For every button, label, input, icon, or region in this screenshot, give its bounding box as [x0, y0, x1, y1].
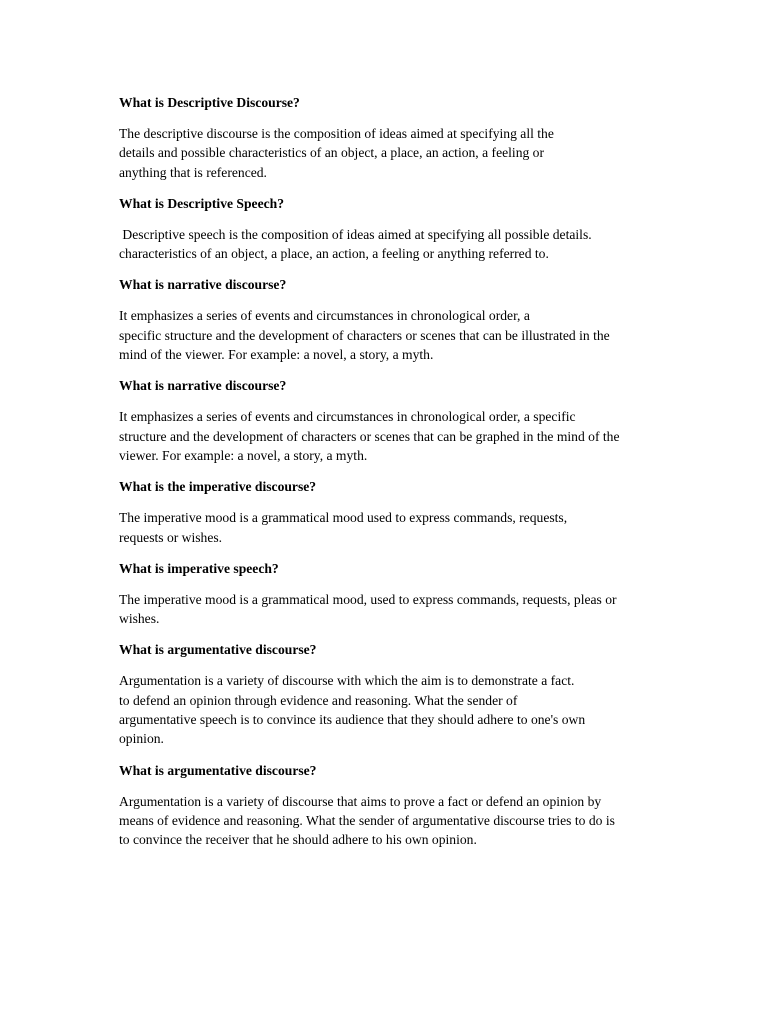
- paragraph-line: It emphasizes a series of events and circumstances in chronological order, a: [119, 308, 530, 324]
- section-paragraph: [119, 306, 699, 364]
- section-paragraph: [119, 508, 699, 547]
- paragraph-line: The imperative mood is a grammatical mood, used to express commands, requests, pleas or: [119, 591, 617, 607]
- paragraph-line: opinion.: [119, 731, 164, 747]
- section-heading: What is narrative discourse?: [119, 378, 287, 394]
- paragraph-line: The imperative mood is a grammatical mood used to express commands, requests,: [119, 510, 568, 526]
- paragraph-line: mind of the viewer. For example: a novel, a story, a myth.: [119, 347, 434, 363]
- section-heading: What is imperative speech?: [119, 560, 279, 576]
- paragraph-line: structure and the development of characters or scenes that can be graphed in the mind of the: [119, 428, 620, 444]
- section-paragraph: [119, 407, 699, 465]
- document-page: [119, 93, 699, 862]
- paragraph-line: Argumentation is a variety of discourse with which the aim is to demonstrate a fact.: [119, 673, 575, 689]
- section-paragraph: [119, 792, 699, 850]
- paragraph-line: to defend an opinion through evidence and reasoning. What the sender of: [119, 692, 518, 708]
- paragraph-line: Descriptive speech is the composition of ideas aimed at specifying all possible details.: [119, 226, 592, 242]
- paragraph-line: anything that is referenced.: [119, 164, 267, 180]
- section-heading: What is argumentative discourse?: [119, 642, 317, 658]
- paragraph-line: The descriptive discourse is the composition of ideas aimed at specifying all the: [119, 126, 554, 141]
- section-heading: What is Descriptive Discourse?: [119, 95, 300, 110]
- paragraph-line: argumentative speech is to convince its audience that they should adhere to one's own: [119, 712, 586, 728]
- section-heading: What is the imperative discourse?: [119, 479, 317, 495]
- section-paragraph: [119, 590, 699, 629]
- section-paragraph: [119, 671, 699, 748]
- paragraph-line: characteristics of an object, a place, an action, a feeling or anything referred to.: [119, 246, 549, 262]
- paragraph-line: specific structure and the development of characters or scenes that can be illustrated in the: [119, 327, 610, 343]
- section-paragraph: [119, 124, 699, 182]
- paragraph-line: details and possible characteristics of an object, a place, an action, a feeling or: [119, 145, 545, 161]
- paragraph-line: to convince the receiver that he should adhere to his own opinion.: [119, 832, 477, 848]
- paragraph-line: means of evidence and reasoning. What the sender of argumentative discourse tries to do is: [119, 812, 615, 828]
- paragraph-line: wishes.: [119, 611, 160, 627]
- section-paragraph: [119, 225, 699, 264]
- paragraph-line: Argumentation is a variety of discourse that aims to prove a fact or defend an opinion by: [119, 793, 602, 809]
- section-heading: What is argumentative discourse?: [119, 762, 317, 778]
- paragraph-line: requests or wishes.: [119, 529, 223, 545]
- paragraph-line: viewer. For example: a novel, a story, a myth.: [119, 447, 368, 463]
- paragraph-line: It emphasizes a series of events and circumstances in chronological order, a specific: [119, 409, 576, 425]
- section-heading: What is Descriptive Speech?: [119, 195, 284, 211]
- section-heading: What is narrative discourse?: [119, 277, 287, 293]
